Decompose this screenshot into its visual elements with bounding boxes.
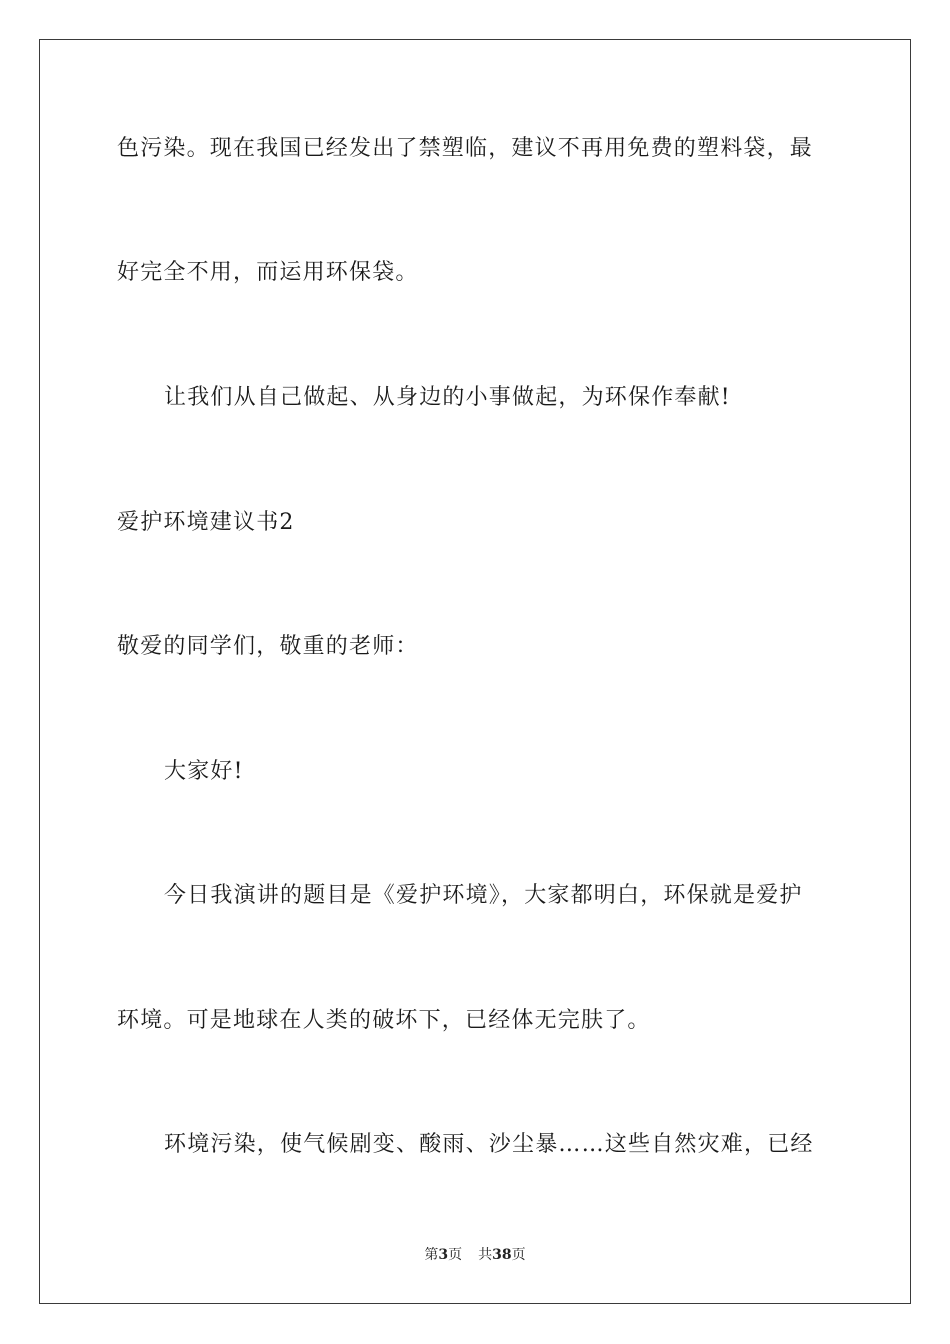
page-footer [0,1246,950,1264]
body-line-9: 环境污染，使气候剧变、酸雨、沙尘暴……这些自然灾难，已经 [164,1132,814,1157]
body-line-8: 环境。可是地球在人类的破坏下，已经体无完肤了。 [117,1008,651,1033]
page-suffix: 页 [448,1247,463,1263]
page-prefix: 第 [424,1247,439,1263]
body-line-7: 今日我演讲的题目是《爱护环境》，大家都明白，环保就是爱护 [164,883,803,908]
body-line-2: 好完全不用，而运用环保袋。 [117,260,419,285]
total-pages: 38 [492,1247,512,1263]
greeting: 大家好! [164,759,244,784]
page-frame [39,39,911,1304]
page-number: 3 [438,1247,449,1263]
body-line-1: 色污染。现在我国已经发出了禁塑临，建议不再用免费的塑料袋，最 [117,136,814,161]
body-line-3: 让我们从自己做起、从身边的小事做起，为环保作奉献! [164,385,731,410]
section-title: 爱护环境建议书2 [117,510,295,535]
total-suffix: 页 [511,1247,526,1263]
salutation: 敬爱的同学们，敬重的老师： [117,634,419,659]
total-prefix: 共 [478,1247,493,1263]
